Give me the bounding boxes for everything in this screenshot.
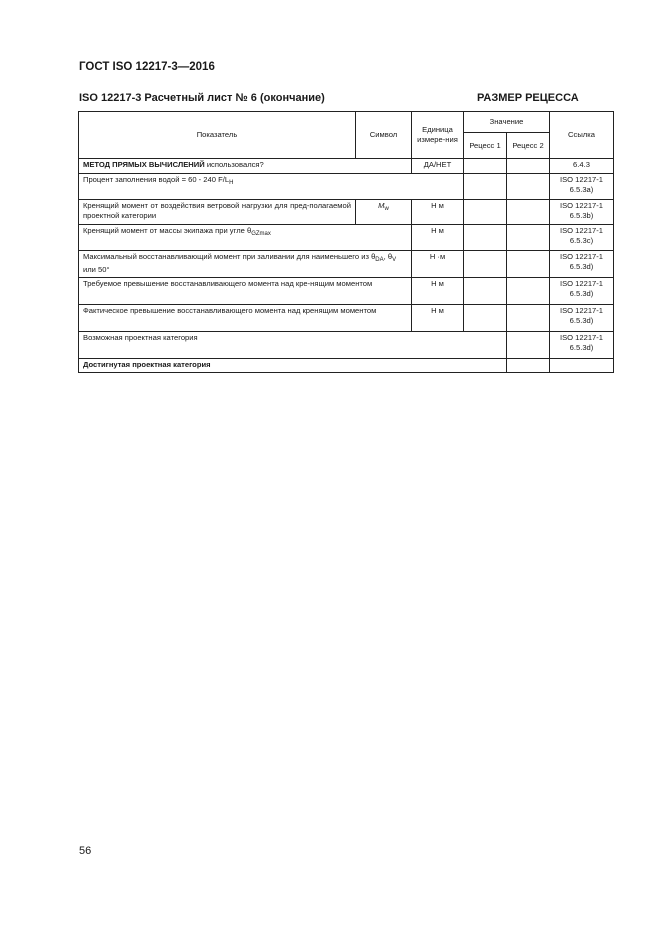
table-row — [79, 332, 614, 359]
table-row — [79, 159, 614, 174]
col-symbol-header: Символ — [356, 112, 412, 159]
row-max-righting-moment-unit: Н ·м — [412, 251, 464, 278]
row-required-excess-unit: Н м — [412, 278, 464, 305]
sheet-title: ISO 12217-3 Расчетный лист № 6 (окончание) — [79, 92, 325, 104]
col-unit-header: Единица измере-ния — [412, 112, 464, 159]
section-title: РАЗМЕР РЕЦЕССА — [477, 92, 579, 104]
row-water-fill-ref: ISO 12217-1 6.5.3a) — [550, 174, 614, 200]
row-required-excess: Требуемое превышение восстанавливающего момента над кре-нящим моментом — [79, 278, 412, 305]
col-recess2-header: Рецесс 2 — [507, 133, 550, 159]
value-cell[interactable] — [507, 200, 550, 225]
row-actual-excess: Фактическое превышение восстанавливающего момента над кренящим моментом — [79, 305, 412, 332]
value-cell[interactable] — [507, 332, 550, 359]
value-cell[interactable] — [464, 225, 507, 251]
value-cell[interactable] — [507, 305, 550, 332]
row-required-excess-ref: ISO 12217-1 6.5.3d) — [550, 278, 614, 305]
table-row — [79, 200, 614, 225]
table-row — [79, 305, 614, 332]
col-ref-header: Ссылка — [550, 112, 614, 159]
standard-number: ГОСТ ISO 12217-3—2016 — [79, 61, 215, 73]
row-possible-category: Возможная проектная категория — [79, 332, 507, 359]
value-cell[interactable] — [464, 174, 507, 200]
table-row — [79, 359, 614, 373]
row-wind-moment-ref: ISO 12217-1 6.5.3b) — [550, 200, 614, 225]
row-direct-method-unit: ДА/НЕТ — [412, 159, 464, 174]
row-direct-method-ref: 6.4.3 — [550, 159, 614, 174]
table-row — [79, 225, 614, 251]
row-crew-moment-ref: ISO 12217-1 6.5.3c) — [550, 225, 614, 251]
value-cell[interactable] — [464, 278, 507, 305]
row-wind-moment-unit: Н м — [412, 200, 464, 225]
row-actual-excess-ref: ISO 12217-1 6.5.3d) — [550, 305, 614, 332]
value-cell[interactable] — [507, 174, 550, 200]
row-crew-moment: Кренящий момент от массы экипажа при угле $\theta_{GZmax}$ — [79, 225, 412, 251]
col-indicator-header: Показатель — [79, 112, 356, 159]
table-row — [79, 251, 614, 278]
row-wind-moment: Кренящий момент от воздействия ветровой нагрузки для пред-полагаемой проектной категории — [79, 200, 356, 225]
calculation-table — [78, 111, 614, 373]
row-max-righting-moment: Максимальный восстанавливающий момент при заливании для наименьшего из $\theta_{DA}$, $\theta_V$ или 50° — [79, 251, 412, 278]
row-possible-category-ref: ISO 12217-1 6.5.3d) — [550, 332, 614, 359]
value-cell[interactable] — [507, 159, 550, 174]
row-wind-moment-symbol: $M_w$ — [356, 200, 412, 225]
value-cell[interactable] — [507, 278, 550, 305]
value-cell[interactable] — [464, 200, 507, 225]
table-row — [79, 278, 614, 305]
col-recess1-header: Рецесс 1 — [464, 133, 507, 159]
page-number: 56 — [79, 845, 92, 857]
empty-ref-cell — [550, 359, 614, 373]
value-cell[interactable] — [507, 225, 550, 251]
col-value-header: Значение — [464, 112, 550, 133]
value-cell[interactable] — [507, 359, 550, 373]
value-cell[interactable] — [507, 251, 550, 278]
row-crew-moment-unit: Н м — [412, 225, 464, 251]
value-cell[interactable] — [464, 305, 507, 332]
value-cell[interactable] — [464, 251, 507, 278]
value-cell[interactable] — [464, 159, 507, 174]
row-achieved-category: Достигнутая проектная категория — [79, 359, 507, 373]
row-direct-method: МЕТОД ПРЯМЫХ ВЫЧИСЛЕНИЙ использовался? — [79, 159, 412, 174]
row-actual-excess-unit: Н м — [412, 305, 464, 332]
row-water-fill: Процент заполнения водой = 60 - 240 $F/L_H$ — [79, 174, 464, 200]
table-row — [79, 174, 614, 200]
row-max-righting-moment-ref: ISO 12217-1 6.5.3d) — [550, 251, 614, 278]
